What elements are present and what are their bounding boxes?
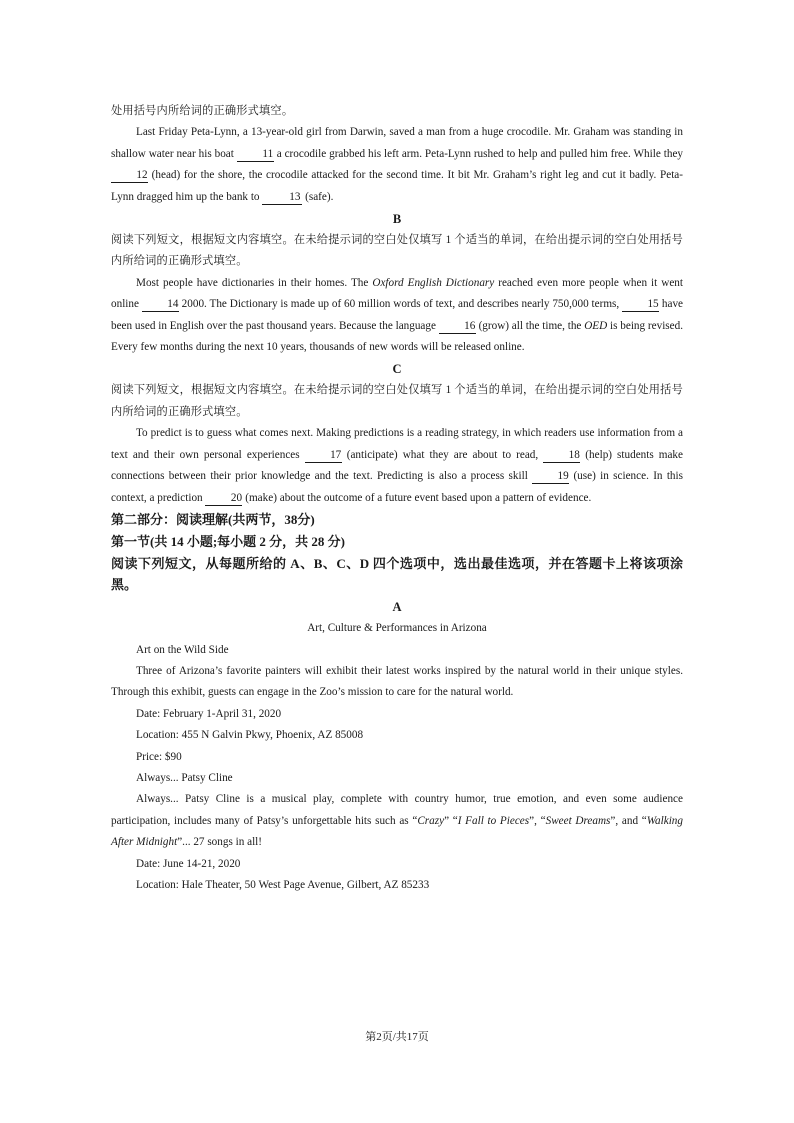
event-2-location: Location: Hale Theater, 50 West Page Avenue, Gilbert, AZ 85233	[136, 878, 430, 891]
passage-b-instruction: 阅读下列短文，根据短文内容填空。在未给提示词的空白处仅填写 1 个适当的单词，在给出提示词的空白处用括号内所给词的正确形式填空。	[111, 234, 683, 268]
blank-12[interactable]: 12	[111, 169, 148, 183]
blank-16[interactable]: 16	[439, 320, 476, 334]
event-2-date: Date: June 14-21, 2020	[136, 857, 241, 870]
reading-a-label: A	[392, 600, 402, 615]
page-footer: 第2页/共17页	[365, 1031, 429, 1043]
event-2-description: Always... Patsy Cline is a musical play, complete with country humor, true emotion, and even some audience participation, includes many of Patsy’s unforgettable hits such as “Crazy” “I Fall to Pieces”, “Sweet Dreams”, and “Walking After Midnight”... 27 songs in all!	[111, 793, 683, 849]
event-1-date: Date: February 1-April 31, 2020	[136, 707, 282, 720]
passage-c-paragraph: To predict is to guess what comes next. Making predictions is a reading strategy, in which readers use information from a text and their own personal experiences 17 (anticipate) what they are about to read, 18 (help) students make connections between their prior knowledge and the text. Predicting is also a process skill 19 (use) in science. In this context, a prediction 20 (make) about the outcome of a future event based upon a pattern of evidence.	[111, 427, 683, 504]
event-1-description: Three of Arizona’s favorite painters will exhibit their latest works inspired by the natural world in their unique styles. Through this exhibit, guests can engage in the Zoo’s mission to care for the natural world.	[111, 664, 683, 699]
reading-a-title: Art, Culture & Performances in Arizona	[307, 622, 487, 635]
reading-instruction: 阅读下列短文，从每题所给的 A、B、C、D 四个选项中，选出最佳选项，并在答题卡上将该项涂黑。	[111, 555, 683, 593]
event-1-price: Price: $90	[136, 750, 182, 763]
part-two-title: 第二部分：阅读理解(共两节，38分)	[111, 511, 315, 527]
event-2-name: Always... Patsy Cline	[136, 771, 233, 784]
page-content	[111, 101, 683, 896]
event-1-location: Location: 455 N Galvin Pkwy, Phoenix, AZ 85008	[136, 729, 364, 742]
blank-11[interactable]: 11	[237, 148, 274, 162]
event-1-name: Art on the Wild Side	[136, 643, 229, 656]
blank-15[interactable]: 15	[622, 298, 659, 312]
instruction-continuation: 处用括号内所给词的正确形式填空。	[111, 105, 294, 117]
blank-18[interactable]: 18	[543, 449, 580, 463]
blank-14[interactable]: 14	[142, 298, 179, 312]
blank-19[interactable]: 19	[532, 470, 569, 484]
passage-b-paragraph: Most people have dictionaries in their homes. The Oxford English Dictionary reached even more people when it went online 14 2000. The Dictionary is made up of 60 million words of text, and describes nearly 750,000 terms, 15 have been used in English over the past thousand years. Because the language 16 (grow) all the time, the OED is being revised. Every few months during the next 10 years, thousands of new words will be released online.	[111, 276, 684, 354]
section-one-title: 第一节(共 14 小题;每小题 2 分，共 28 分)	[111, 533, 345, 549]
passage-a-paragraph: Last Friday Peta-Lynn, a 13-year-old girl from Darwin, saved a man from a huge crocodile. Mr. Graham was standing in shallow water near his boat 11 a crocodile grabbed his left arm. Peta-Lynn rushed to help and pulled him free. While they 12 (head) for the shore, the crocodile attacked for the second time. It bit Mr. Graham’s right leg and cut it badly. Peta-Lynn dragged him up the bank to 13 (safe).	[111, 126, 684, 203]
passage-c-instruction: 阅读下列短文，根据短文内容填空。在未给提示词的空白处仅填写 1 个适当的单词，在给出提示词的空白处用括号内所给词的正确形式填空。	[111, 384, 683, 418]
passage-c-label: C	[392, 362, 402, 377]
blank-17[interactable]: 17	[305, 449, 342, 463]
passage-b-label: B	[392, 212, 402, 227]
blank-20[interactable]: 20	[205, 492, 242, 506]
blank-13[interactable]: 13	[262, 191, 302, 205]
